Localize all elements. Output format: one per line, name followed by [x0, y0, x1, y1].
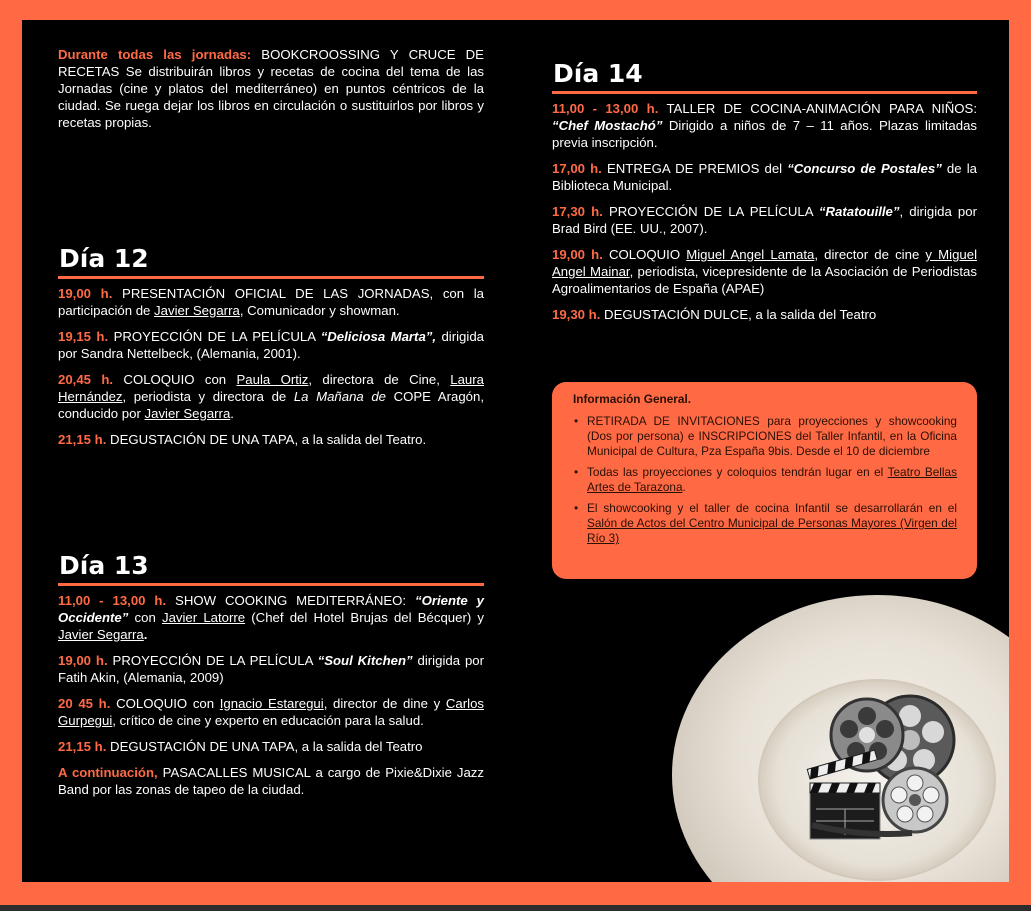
intro-paragraph — [58, 46, 484, 131]
event-text: DEGUSTACIÓN DE UNA TAPA, a la salida del Teatro — [106, 739, 423, 754]
day-14-event-2 — [552, 160, 977, 194]
day-13-title: Día 13 — [59, 551, 149, 580]
event-text: dirigida por Fatih Akin, (Alemania, 2009) — [58, 653, 485, 685]
event-text: COLOQUIO — [602, 247, 687, 262]
event-time: 19,00 h. — [58, 653, 108, 668]
info-text: El showcooking y el taller de cocina Infantil se desarrollarán en el — [587, 501, 957, 515]
general-info-box — [552, 382, 977, 579]
event-time: 20,45 h. — [58, 372, 114, 387]
event-text: PASACALLES MUSICAL a cargo de Pixie&Dixie Jazz Band por las zonas de tapeo de la ciudad. — [58, 765, 484, 797]
info-text: RETIRADA DE INVITACIONES para proyecciones y showcooking (Dos por persona) e INSCRIPCIONES del Taller Infantil, en la Oficina Municipal de Cultura, Pza España 9bis. Desde el 10 de diciembre — [587, 414, 957, 458]
person-link: Ignacio Estaregui — [219, 696, 324, 711]
event-text: , dirigida por Brad Bird (EE. UU., 2007). — [552, 204, 977, 236]
event-text: SHOW COOKING MEDITERRÁNEO: — [166, 593, 415, 608]
show-title: “Oriente y Occidente” — [58, 593, 484, 625]
day-12-section — [58, 245, 484, 457]
program-title: La Mañana de — [293, 389, 386, 404]
film-title: “Soul Kitchen” — [317, 653, 413, 668]
person-link: Javier Segarra — [154, 303, 240, 318]
workshop-title: “Chef Mostachó” — [552, 118, 663, 133]
event-text: TALLER DE COCINA-ANIMACIÓN PARA NIÑOS: — [658, 101, 977, 116]
event-text: COLOQUIO con — [110, 696, 220, 711]
day-12-event-4 — [58, 431, 484, 448]
event-text: COPE Aragón, conducido por — [58, 389, 484, 421]
day-12-event-1 — [58, 285, 484, 319]
event-time: 19,00 h. — [58, 286, 113, 301]
event-text: (Chef del Hotel Brujas del Bécquer) y — [245, 610, 484, 625]
day-12-rule — [58, 276, 484, 279]
info-item-invitations — [573, 414, 957, 459]
event-text: , periodista, vicepresidente de la Asociación de Periodistas Agroalimentarios de España (APAE) — [552, 264, 977, 296]
film-reel-front-icon — [883, 768, 947, 832]
event-time: 20 45 h. — [58, 696, 111, 711]
event-time: 21,15 h. — [58, 739, 107, 754]
day-14-event-3 — [552, 203, 977, 237]
day-14-event-4 — [552, 246, 977, 297]
intro-section — [58, 46, 484, 140]
event-time: A continuación, — [58, 765, 158, 780]
event-text: , Comunicador y showman. — [239, 303, 400, 318]
contest-title: “Concurso de Postales” — [787, 161, 942, 176]
person-link: Laura Hernández — [58, 372, 484, 404]
plate-film-reel-clapperboard-icon — [662, 575, 1009, 882]
event-text: , periodista y directora de — [122, 389, 294, 404]
intro-label: Durante todas las jornadas: — [58, 47, 252, 62]
event-text: . — [143, 627, 148, 642]
event-text: , director de cine — [814, 247, 926, 262]
day-14-event-5 — [552, 306, 977, 323]
event-time: 19,15 h. — [58, 329, 109, 344]
event-text: COLOQUIO con — [113, 372, 237, 387]
film-title: “Ratatouille” — [818, 204, 900, 219]
event-text: , crítico de cine y experto en educación para la salud. — [112, 713, 424, 728]
event-text: DEGUSTACIÓN DE UNA TAPA, a la salida del Teatro. — [106, 432, 427, 447]
person-link: Javier Segarra — [144, 406, 231, 421]
event-text: de la Biblioteca Municipal. — [552, 161, 977, 193]
event-time: 11,00 - 13,00 h. — [552, 101, 659, 116]
day-13-event-4 — [58, 738, 484, 755]
day-14-title: Día 14 — [553, 59, 643, 88]
plate-illustration-svg — [662, 575, 1009, 882]
day-13-rule — [58, 583, 484, 586]
info-text: Todas las proyecciones y coloquios tendrán lugar en el — [587, 465, 888, 479]
event-text: dirigida por Sandra Nettelbeck, (Alemania, 2001). — [58, 329, 484, 361]
day-14-event-1 — [552, 100, 977, 151]
day-12-event-2 — [58, 328, 484, 362]
event-time: 17,30 h. — [552, 204, 603, 219]
info-title: Información General. — [573, 392, 691, 406]
event-text: DEGUSTACIÓN DULCE, a la salida del Teatro — [600, 307, 877, 322]
person-link: y Miguel Angel Mainar — [552, 247, 978, 279]
info-item-venue — [573, 465, 957, 495]
day-13-event-2 — [58, 652, 484, 686]
event-text: . — [230, 406, 234, 421]
event-text: con — [128, 610, 162, 625]
event-text: Dirigido a niños de 7 – 11 años. Plazas limitadas previa inscripción. — [552, 118, 977, 150]
day-12-event-3 — [58, 371, 484, 422]
film-title: “Deliciosa Marta”, — [320, 329, 437, 344]
info-item-workshop-venue — [573, 501, 957, 546]
day-13-section — [58, 552, 484, 807]
venue-link: Salón de Actos del Centro Municipal de Personas Mayores (Virgen del Río 3) — [587, 516, 957, 545]
event-text: ENTREGA DE PREMIOS del — [601, 161, 788, 176]
event-time: 21,15 h. — [58, 432, 107, 447]
event-time: 11,00 - 13,00 h. — [58, 593, 167, 608]
person-link: Miguel Angel Lamata — [686, 247, 815, 262]
day-13-event-5 — [58, 764, 484, 798]
person-link: Javier Latorre — [161, 610, 246, 625]
event-text: PROYECCIÓN DE LA PELÍCULA — [107, 653, 318, 668]
event-time: 17,00 h. — [552, 161, 602, 176]
day-12-title: Día 12 — [59, 244, 149, 273]
info-text: . — [682, 480, 686, 494]
event-text: PROYECCIÓN DE LA PELÍCULA — [602, 204, 819, 219]
venue-link: Teatro Bellas Artes de Tarazona — [587, 465, 958, 494]
person-link: Paula Ortiz — [236, 372, 309, 387]
intro-text: BOOKCROOSSING Y CRUCE DE RECETAS Se distribuirán libros y recetas de cocina del tema de las Jornadas (cine y platos del mediterráneo) en puntos céntricos de la ciudad. Se ruega dejar los libros en circulación o sustituirlos por libros y recetas propias. — [58, 47, 484, 130]
event-time: 19,30 h. — [552, 307, 601, 322]
person-link: Carlos Gurpegui — [58, 696, 484, 728]
bottom-bar — [0, 905, 1031, 911]
day-14-section — [552, 60, 977, 332]
event-text: , director de dine y — [323, 696, 446, 711]
day-13-event-1 — [58, 592, 484, 643]
info-list — [573, 414, 957, 546]
day-14-rule — [552, 91, 977, 94]
person-link: Javier Segarra — [58, 627, 144, 642]
event-time: 19,00 h. — [552, 247, 603, 262]
event-text: , directora de Cine, — [308, 372, 451, 387]
day-13-event-3 — [58, 695, 484, 729]
event-text: PROYECCIÓN DE LA PELÍCULA — [108, 329, 321, 344]
event-text: PRESENTACIÓN OFICIAL DE LAS JORNADAS, con la participación de — [58, 286, 484, 318]
program-panel — [22, 20, 1009, 882]
